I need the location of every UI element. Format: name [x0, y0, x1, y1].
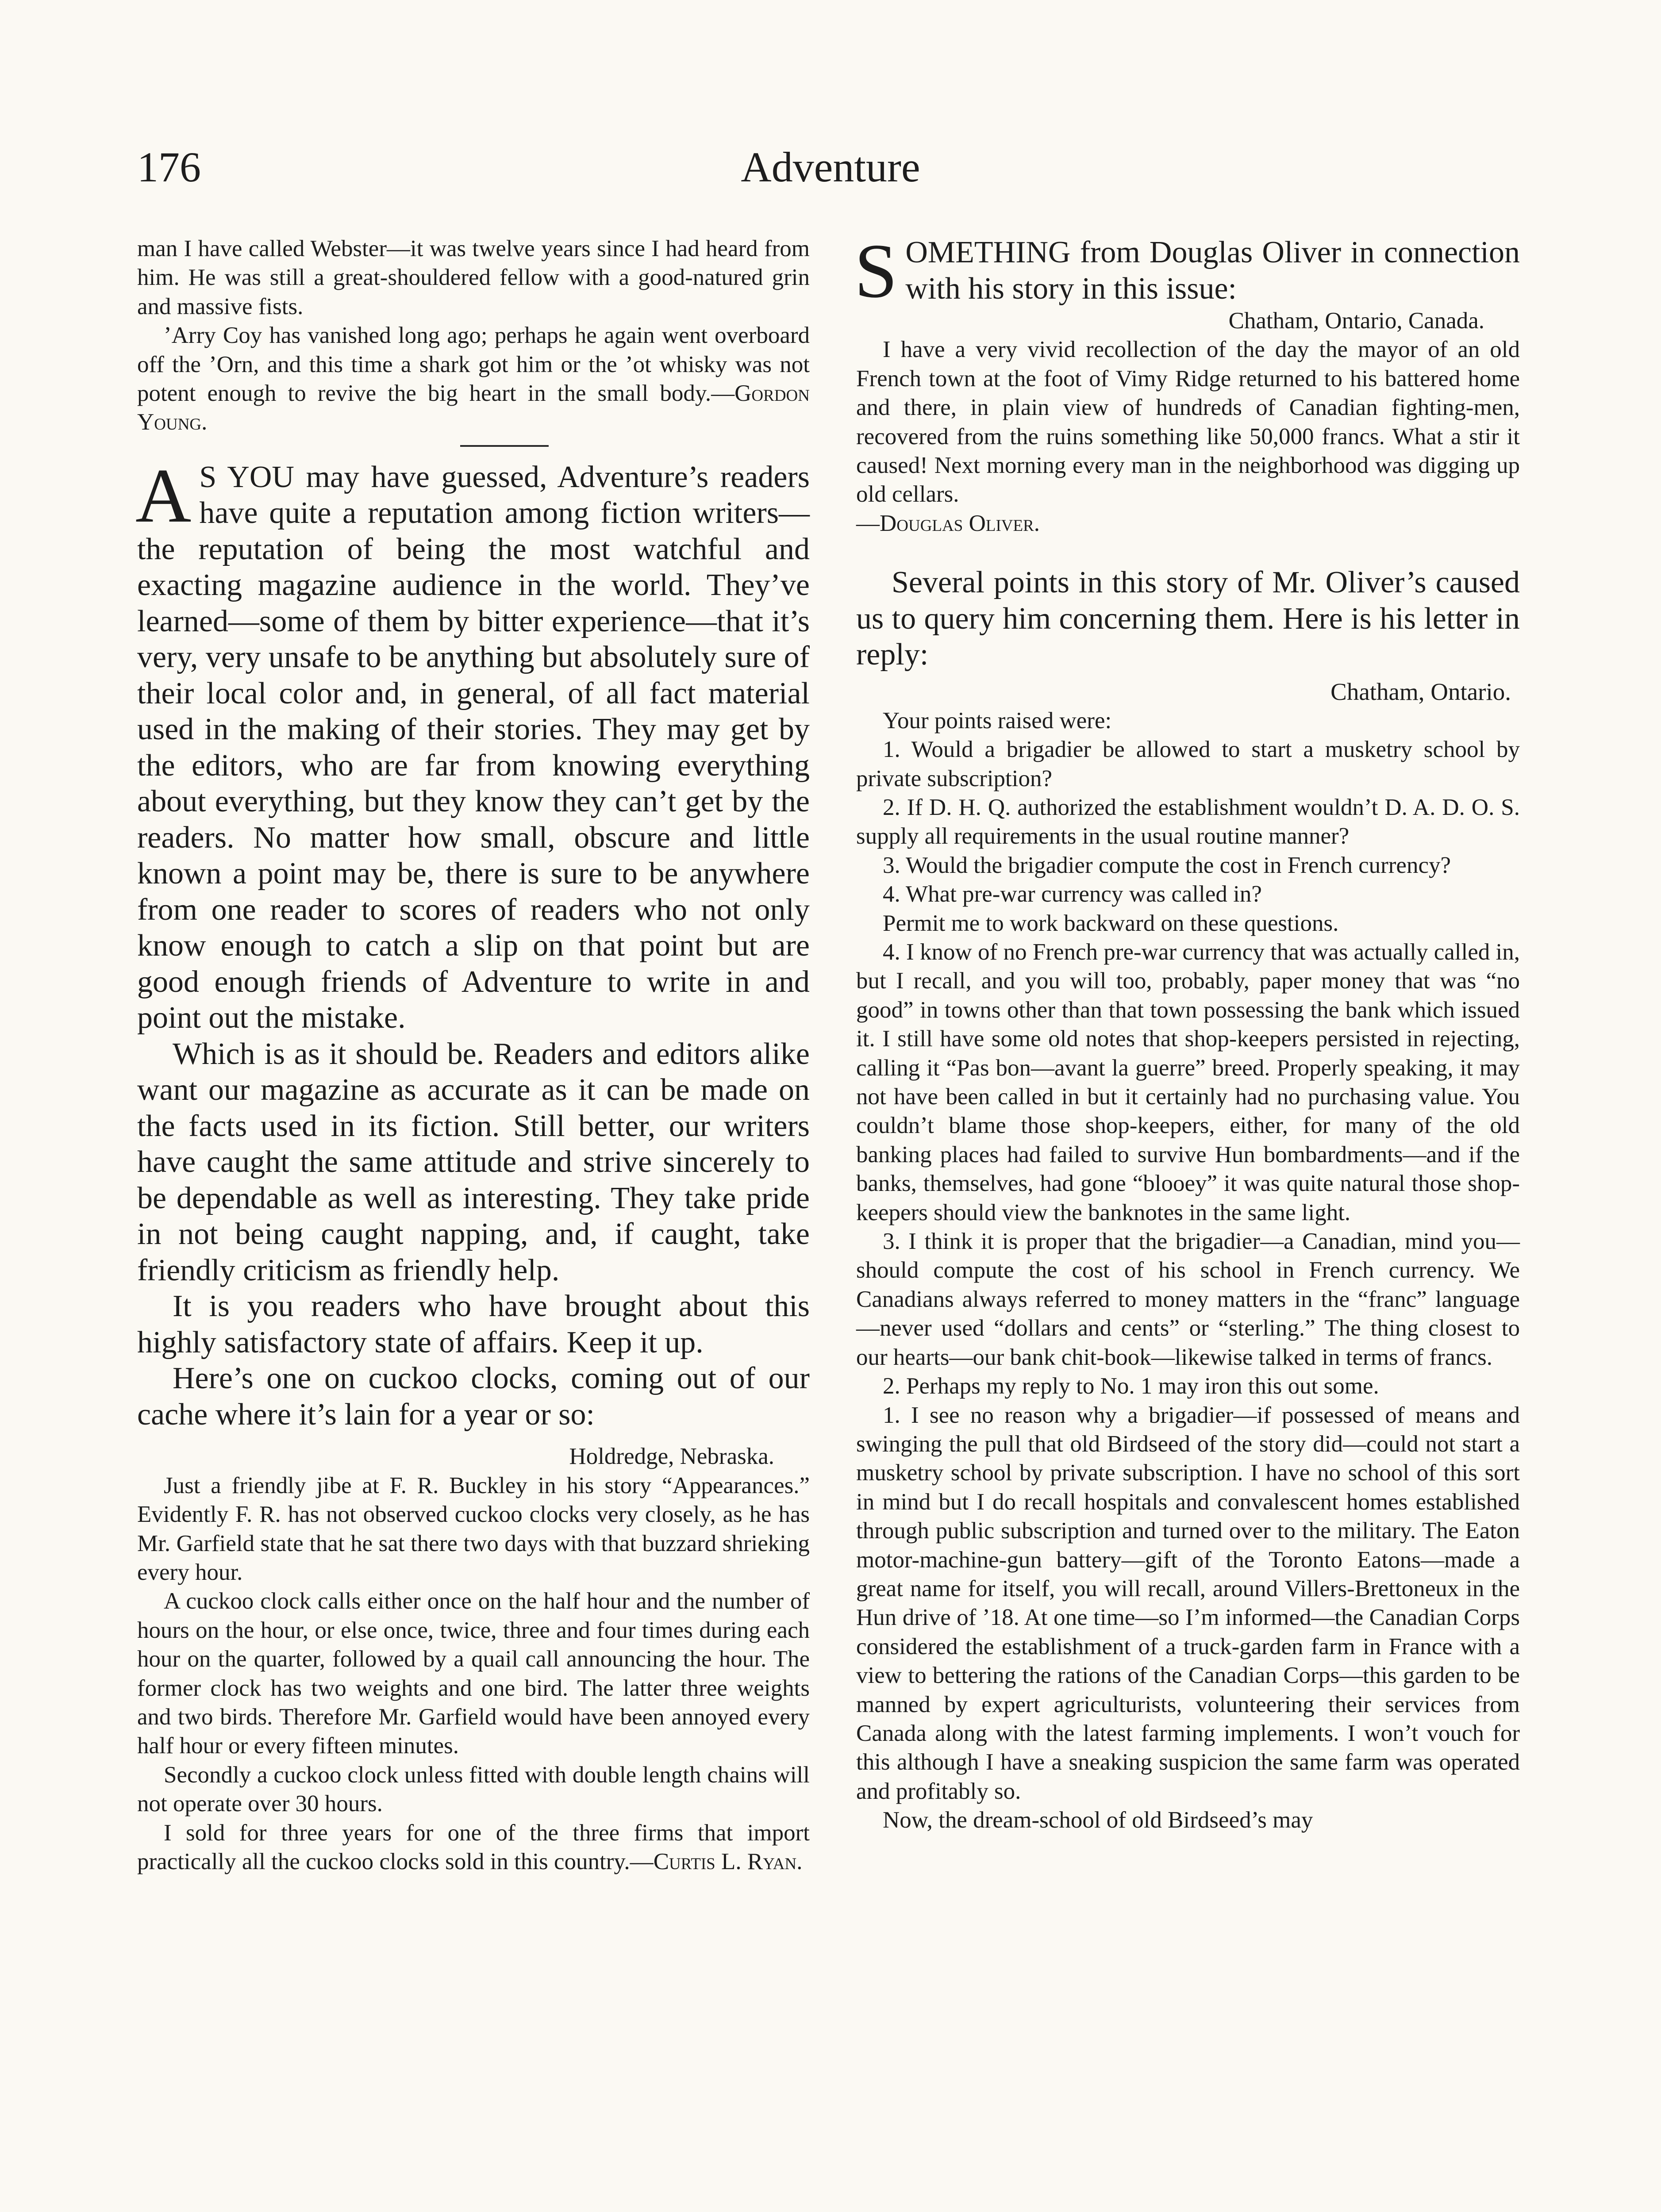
- dateline: Holdredge, Nebraska.: [569, 1444, 774, 1470]
- letter-continuation: man I have called Webster—it was twelve years since I had heard from him. He was still a great-shouldered fellow with a good-natured grin and massive fists.: [137, 236, 810, 319]
- editorial-paragraph: A S YOU may have guessed, Adventure’s readers have quite a reputation among fiction writers—the reputation of being the most watchful and exacting magazine audience in the world. They’ve learned—some of them by bitter experience—that it’s very, very unsafe to be anything but absolutely sure of their local color and, in general, of all fact material used in the making of their stories. They may get by the editors, who are far from knowing everything about everything, but they know they can’t get by the readers. No matter how small, obscure and little known a point may be, there is sure to be anywhere from one reader to scores of readers who not only know enough to catch a slip on that point but are good enough friends of Adventure to write in and point out the mistake.: [135, 452, 810, 1035]
- letter-paragraph: 1. Would a brigadier be allowed to start a musketry school by private subscription?: [856, 737, 1520, 791]
- dateline: Chatham, Ontario, Canada.: [1228, 308, 1484, 334]
- letter-paragraph: A cuckoo clock calls either once on the half hour and the number of hours on the hour, or else once, twice, three and four times during each hour on the quarter, followed by a quail call announcing the hour. The former clock has two weights and one bird. The latter three weights and two birds. Therefore Mr. Garfield would have been annoyed every half hour or every fifteen minutes.: [137, 1588, 810, 1759]
- letter-paragraph: I have a very vivid recollection of the day the mayor of an old French town at the foot of Vimy Ridge returned to his battered home and there, in plain view of hundreds of Canadian fighting-men, recovered from the ruins something like 50,000 francs. What a stir it caused! Next morning every man in the neighborhood was digging up old cellars.: [856, 337, 1520, 507]
- editorial-paragraph: Which is as it should be. Readers and editors alike want our magazine as accurate as it can be made on the facts used in its fiction. Still better, our writers have caught the same attitude and strive sincerely to be dependable as well as interesting. They take pride in not being caught napping, and, if caught, take friendly criticism as friendly help.: [137, 1037, 810, 1287]
- left-column: [137, 234, 810, 1876]
- section-divider: [460, 445, 549, 447]
- letter-paragraph: Just a friendly jibe at F. R. Buckley in his story “Appearances.” Evidently F. R. has not observed cuckoo clocks very closely, as he has Mr. Garfield state that he sat there two days with that buzzard shrieking every hour.: [137, 1472, 810, 1585]
- drop-cap: S: [854, 228, 898, 314]
- letter-paragraph: 2. Perhaps my reply to No. 1 may iron this out some.: [883, 1373, 1379, 1399]
- dateline: Chatham, Ontario.: [1330, 678, 1511, 705]
- letter-paragraph: Your points raised were:: [883, 707, 1112, 733]
- letter-paragraph: 2. If D. H. Q. authorized the establishment wouldn’t D. A. D. O. S. supply all requirements in the usual routine manner?: [856, 794, 1520, 849]
- page-number: 176: [137, 143, 201, 191]
- letter-paragraph: Permit me to work backward on these questions.: [883, 910, 1339, 936]
- letter-paragraph: Secondly a cuckoo clock unless fitted with double length chains will not operate over 30 hours.: [137, 1762, 810, 1817]
- signature: —Douglas Oliver.: [856, 510, 1040, 536]
- letter-paragraph: 3. Would the brigadier compute the cost in French currency?: [883, 852, 1451, 878]
- magazine-title: Adventure: [741, 143, 920, 191]
- signature: Curtis L. Ryan.: [653, 1849, 803, 1875]
- editorial-intro: SOMETHING from Douglas Oliver in connection with his story in this issue:: [854, 228, 1520, 314]
- letter-paragraph: 3. I think it is proper that the brigadier—a Canadian, mind you—should compute the cost of his school in French currency. We Canadians always referred to money matters in the “franc” language—never used “dollars and cents” or “sterling.” The thing closest to our hearts—our bank chit-book—likewise talked in terms of francs.: [856, 1229, 1520, 1370]
- right-column: [854, 228, 1520, 1835]
- letter-paragraph: 4. What pre-war currency was called in?: [883, 881, 1262, 907]
- letter-paragraph: 4. I know of no French pre-war currency that was actually called in, but I recall, and you will too, probably, paper money that was “no good” in towns other than that town possessing the bank which issued it. I still have some old notes that shop-keepers persisted in rejecting, calling it “Pas bon—avant la guerre” breed. Properly speaking, it may not have been called in but it certainly had no purchasing value. You couldn’t blame those shop-keepers, either, for many of the old banking places had failed to survive Hun bombardments—and if the banks, themselves, had gone “blooey” it was quite natural those shop-keepers should view the banknotes in the same light.: [856, 939, 1520, 1225]
- editorial-paragraph: It is you readers who have brought about this highly satisfactory state of affairs. Keep it up.: [137, 1289, 810, 1359]
- letter-paragraph: Now, the dream-school of old Birdseed’s may: [883, 1807, 1313, 1833]
- signature: Gordon Young.: [137, 380, 810, 435]
- editorial-paragraph: Here’s one on cuckoo clocks, coming out of our cache where it’s lain for a year or so:: [137, 1361, 810, 1432]
- letter-paragraph: 1. I see no reason why a brigadier—if possessed of means and swinging the pull that old Birdseed of the story did—could not start a musketry school by private subscription. I have no school of this sort in mind but I do recall hospitals and convalescent homes established through public subscription and turned over to the military. The Eaton motor-machine-gun battery—gift of the Toronto Eatons—made a great name for itself, you will recall, around Villers-Brettoneux in the Hun drive of ’18. At one time—so I’m informed—the Canadian Corps considered the establishment of a truck-garden farm in France with a view to bettering the rations of the Canadian Corps—this garden to be manned by expert agriculturists, volunteering their services from Canada along with the latest farming implements. I won’t vouch for this although I have a sneaking suspicion the same farm was operated and profitably so.: [856, 1402, 1520, 1804]
- editorial-paragraph: Several points in this story of Mr. Oliver’s caused us to query him concerning them. Here is his letter in reply:: [856, 565, 1520, 672]
- letter-paragraph: ’Arry Coy has vanished long ago; perhaps he again went overboard off the ’Orn, and this time a shark got him or the ’ot whisky was not potent enough to revive the big heart in the small body.—Gordon Young.: [137, 323, 810, 435]
- letter-paragraph: I sold for three years for one of the three firms that import practically all the cuckoo clocks sold in this country.—Curtis L. Ryan.: [137, 1820, 810, 1875]
- drop-cap: A: [135, 452, 192, 538]
